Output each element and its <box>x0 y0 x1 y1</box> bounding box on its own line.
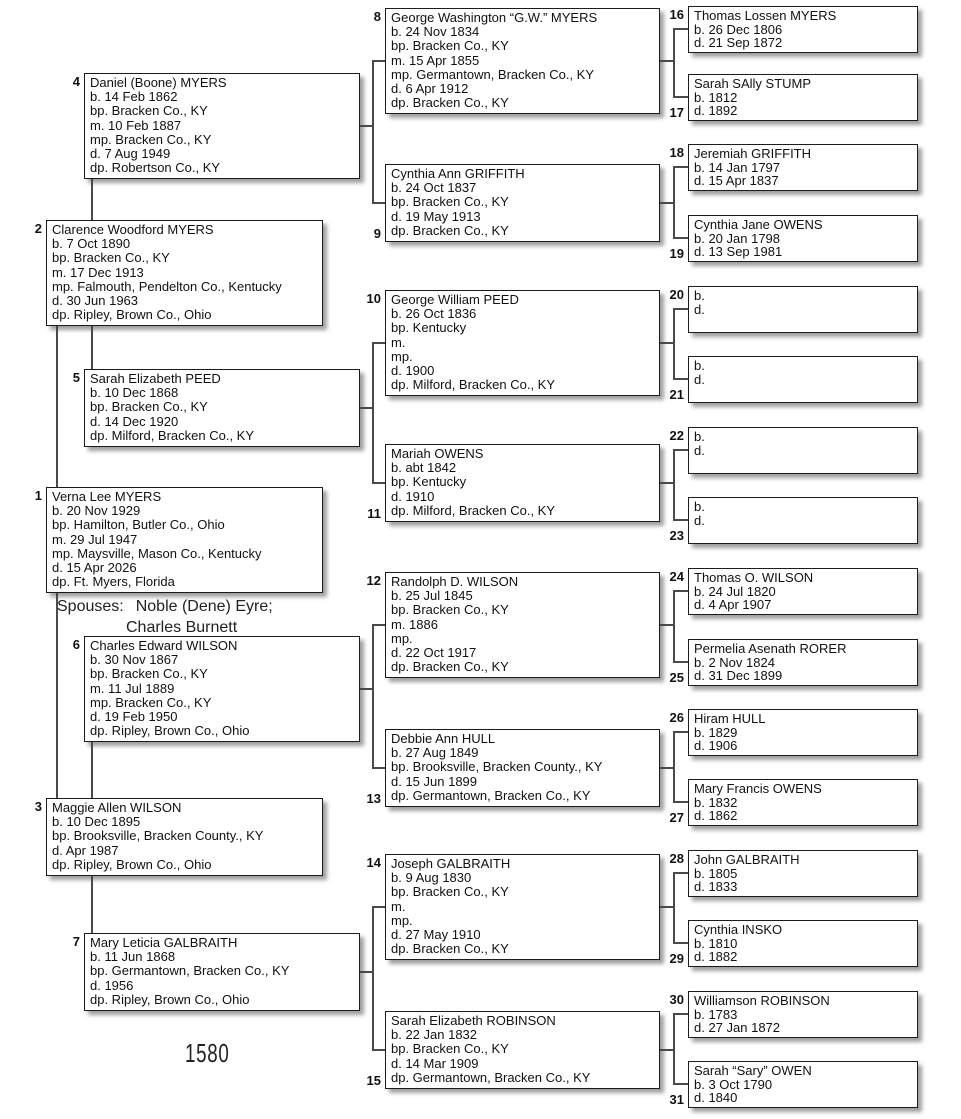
person-detail: d. 1956 <box>90 978 134 993</box>
person-detail: b. 22 Jan 1832 <box>391 1028 478 1043</box>
person-box-24 <box>688 568 918 615</box>
person-detail: dp. Milford, Bracken Co., KY <box>90 428 255 443</box>
person-name: Mariah OWENS <box>391 447 484 461</box>
spouses-label: Spouses: <box>57 598 124 615</box>
connector-line <box>674 731 688 733</box>
person-name: Sarah Elizabeth PEED <box>90 372 221 386</box>
person-box-29 <box>688 920 918 967</box>
connector-line <box>373 202 385 204</box>
person-detail: dp. Germantown, Bracken Co., KY <box>391 788 591 803</box>
person-detail: m. 1886 <box>391 617 438 632</box>
person-name: Hiram HULL <box>694 712 766 726</box>
connector-line <box>673 166 675 239</box>
connector-line <box>373 624 385 626</box>
person-detail: d. 27 Jan 1872 <box>694 1021 781 1035</box>
person-detail: m. 29 Jul 1947 <box>52 532 138 547</box>
person-detail: b. 11 Jun 1868 <box>90 950 176 965</box>
person-detail: m. 15 Apr 1855 <box>391 53 480 68</box>
person-detail: dp. Bracken Co., KY <box>391 942 509 957</box>
connector-line <box>674 872 688 874</box>
connector-line <box>674 1013 688 1015</box>
person-name: John GALBRAITH <box>694 853 800 867</box>
person-box-31 <box>688 1061 918 1108</box>
person-number-5: 5 <box>72 370 80 385</box>
person-detail: b. 26 Oct 1836 <box>391 307 477 322</box>
person-detail: dp. Robertson Co., KY <box>90 161 221 176</box>
person-detail: b. 27 Aug 1849 <box>391 746 479 761</box>
person-detail: mp. <box>391 913 413 928</box>
person-name: Clarence Woodford MYERS <box>52 223 214 237</box>
connector-line <box>660 60 673 62</box>
person-detail: d. 13 Sep 1981 <box>694 245 783 259</box>
connector-line <box>372 906 374 1051</box>
connector-line <box>674 449 688 451</box>
connector-line <box>373 60 385 62</box>
connector-line <box>660 767 673 769</box>
person-box-2 <box>46 220 323 326</box>
person-detail: mp. Falmouth, Pendelton Co., Kentucky <box>52 279 282 294</box>
person-name: Maggie Allen WILSON <box>52 801 182 815</box>
person-detail: dp. Bracken Co., KY <box>391 223 509 238</box>
person-detail: dp. Bracken Co., KY <box>391 96 509 111</box>
person-box-3 <box>46 798 323 876</box>
person-detail: mp. <box>391 349 413 364</box>
person-box-5 <box>84 369 360 447</box>
person-detail: bp. Kentucky <box>391 321 467 336</box>
connector-line <box>91 876 93 933</box>
person-detail: b. 7 Oct 1890 <box>52 237 131 252</box>
person-name: Verna Lee MYERS <box>52 490 162 504</box>
person-name: Sarah “Sary” OWEN <box>694 1064 812 1078</box>
person-number-30: 30 <box>669 992 684 1007</box>
person-detail: mp. Bracken Co., KY <box>90 132 212 147</box>
person-detail: d. Apr 1987 <box>52 843 119 858</box>
person-box-27 <box>688 779 918 826</box>
connector-line <box>674 378 688 380</box>
person-detail: b. 1805 <box>694 866 738 881</box>
connector-line <box>674 942 688 944</box>
person-detail: dp. Ft. Myers, Florida <box>52 575 175 590</box>
person-detail: dp. Ripley, Brown Co., Ohio <box>90 992 250 1007</box>
connector-line <box>56 326 58 487</box>
connector-line <box>660 342 673 344</box>
person-detail: b. 2 Nov 1824 <box>694 655 775 670</box>
person-number-13: 13 <box>366 791 381 806</box>
person-detail: d. 4 Apr 1907 <box>694 598 772 612</box>
person-detail: b. 10 Dec 1895 <box>52 815 141 830</box>
person-number-28: 28 <box>669 851 684 866</box>
chart-number: 1580 <box>185 1038 230 1068</box>
person-box-12 <box>385 572 660 678</box>
person-detail: m. <box>391 899 406 914</box>
spouse-name-2: Charles Burnett <box>126 619 238 636</box>
connector-line <box>673 1013 675 1085</box>
person-detail: dp. Ripley, Brown Co., Ohio <box>90 724 250 739</box>
person-detail: d. 14 Mar 1909 <box>391 1056 479 1071</box>
person-detail: mp. Germantown, Bracken Co., KY <box>391 67 595 82</box>
person-detail: b. <box>694 430 705 444</box>
person-number-18: 18 <box>669 145 684 160</box>
person-box-19 <box>688 215 918 262</box>
person-number-22: 22 <box>669 428 684 443</box>
person-detail: d. 1840 <box>694 1091 738 1105</box>
connector-line <box>673 308 675 380</box>
person-box-28 <box>688 850 918 897</box>
person-name: Sarah Elizabeth ROBINSON <box>391 1014 556 1028</box>
connector-line <box>673 28 675 98</box>
person-detail: b. 14 Feb 1862 <box>90 90 178 105</box>
person-name: George William PEED <box>391 293 519 307</box>
person-number-26: 26 <box>669 710 684 725</box>
person-detail: d. <box>694 372 705 387</box>
person-detail: bp. Bracken Co., KY <box>90 104 208 119</box>
person-number-4: 4 <box>72 74 80 89</box>
person-box-8 <box>385 8 660 114</box>
person-name: Mary Francis OWENS <box>694 782 822 796</box>
person-box-18 <box>688 144 918 191</box>
connector-line <box>673 449 675 521</box>
connector-line <box>674 28 688 30</box>
connector-line <box>91 326 93 369</box>
person-name: Cynthia Jane OWENS <box>694 218 823 232</box>
person-name: Sarah SAlly STUMP <box>694 77 812 91</box>
person-detail: m. 10 Feb 1887 <box>90 118 182 133</box>
person-name: Joseph GALBRAITH <box>391 857 511 871</box>
person-name: Charles Edward WILSON <box>90 639 238 653</box>
connector-line <box>674 96 688 98</box>
person-name: George Washington “G.W.” MYERS <box>391 11 598 25</box>
person-box-16 <box>688 6 918 53</box>
connector-line <box>660 1049 673 1051</box>
person-detail: d. 1906 <box>694 739 738 753</box>
connector-line <box>91 179 93 220</box>
person-detail: bp. Bracken Co., KY <box>391 195 509 210</box>
person-number-3: 3 <box>34 799 42 814</box>
person-detail: b. 1832 <box>694 795 738 810</box>
person-detail: b. <box>694 500 705 514</box>
person-box-20 <box>688 286 918 333</box>
person-detail: b. 1829 <box>694 725 738 740</box>
person-detail: b. 26 Dec 1806 <box>694 22 783 37</box>
person-name: Thomas O. WILSON <box>694 571 814 585</box>
person-detail: bp. Germantown, Bracken Co., KY <box>90 964 290 979</box>
person-number-27: 27 <box>669 810 684 825</box>
connector-line <box>674 308 688 310</box>
person-number-1: 1 <box>34 488 42 503</box>
person-detail: m. 11 Jul 1889 <box>90 681 175 696</box>
person-name: Permelia Asenath RORER <box>694 642 847 656</box>
person-detail: b. 25 Jul 1845 <box>391 589 473 604</box>
person-detail: b. 14 Jan 1797 <box>694 160 781 175</box>
person-box-26 <box>688 709 918 756</box>
connector-line <box>372 624 374 769</box>
person-number-15: 15 <box>366 1073 381 1088</box>
connector-line <box>373 906 385 908</box>
person-number-19: 19 <box>669 246 684 261</box>
person-detail: d. 1910 <box>391 489 435 504</box>
person-detail: d. 1892 <box>694 104 738 118</box>
person-detail: b. 9 Aug 1830 <box>391 871 472 886</box>
person-box-21 <box>688 356 918 403</box>
person-number-7: 7 <box>72 934 80 949</box>
connector-line <box>373 1049 385 1051</box>
person-name: Debbie Ann HULL <box>391 732 496 746</box>
person-number-6: 6 <box>72 637 80 652</box>
person-detail: b. 1812 <box>694 90 738 105</box>
person-box-13 <box>385 729 660 807</box>
person-box-15 <box>385 1011 660 1089</box>
person-detail: dp. Germantown, Bracken Co., KY <box>391 1070 591 1085</box>
person-detail: bp. Bracken Co., KY <box>391 885 509 900</box>
person-detail: dp. Milford, Bracken Co., KY <box>391 503 556 518</box>
person-detail: d. 15 Jun 1899 <box>391 774 478 789</box>
person-box-6 <box>84 636 360 742</box>
person-detail: b. <box>694 359 705 373</box>
person-detail: d. 19 Feb 1950 <box>90 710 178 725</box>
spouses-note <box>57 596 273 638</box>
person-detail: bp. Brooksville, Bracken County., KY <box>391 760 603 775</box>
person-box-17 <box>688 74 918 121</box>
connector-line <box>674 801 688 803</box>
connector-line <box>673 872 675 944</box>
person-detail: b. 24 Nov 1834 <box>391 25 480 40</box>
connector-line <box>674 590 688 592</box>
person-number-20: 20 <box>669 287 684 302</box>
person-detail: bp. Bracken Co., KY <box>90 667 208 682</box>
person-detail: bp. Bracken Co., KY <box>391 39 509 54</box>
person-number-23: 23 <box>669 528 684 543</box>
person-detail: dp. Ripley, Brown Co., Ohio <box>52 857 212 872</box>
person-detail: b. 10 Dec 1868 <box>90 386 179 401</box>
spouses-line-1 <box>57 596 273 617</box>
person-detail: mp. Bracken Co., KY <box>90 695 212 710</box>
connector-line <box>56 593 58 798</box>
person-number-14: 14 <box>366 855 381 870</box>
person-detail: b. 24 Jul 1820 <box>694 584 776 599</box>
person-detail: mp. Maysville, Mason Co., Kentucky <box>52 546 262 561</box>
person-detail: d. <box>694 302 705 317</box>
person-box-7 <box>84 933 360 1011</box>
connector-line <box>674 1083 688 1085</box>
person-detail: bp. Brooksville, Bracken County., KY <box>52 829 264 844</box>
person-detail: d. 6 Apr 1912 <box>391 82 469 97</box>
person-detail: d. 27 May 1910 <box>391 928 481 943</box>
person-name: Randolph D. WILSON <box>391 575 519 589</box>
connector-line <box>674 237 688 239</box>
person-number-9: 9 <box>373 226 381 241</box>
connector-line <box>674 166 688 168</box>
person-detail: bp. Bracken Co., KY <box>52 251 170 266</box>
person-number-31: 31 <box>669 1092 684 1107</box>
person-detail: bp. Kentucky <box>391 475 467 490</box>
person-name: Cynthia INSKO <box>694 923 783 937</box>
person-detail: d. 31 Dec 1899 <box>694 669 783 683</box>
person-box-1 <box>46 487 323 593</box>
person-detail: b. 1810 <box>694 936 738 951</box>
person-box-9 <box>385 164 660 242</box>
person-number-25: 25 <box>669 670 684 685</box>
person-number-17: 17 <box>669 105 684 120</box>
person-number-10: 10 <box>366 291 381 306</box>
person-box-30 <box>688 991 918 1038</box>
person-detail: b. 1783 <box>694 1007 738 1022</box>
person-box-4 <box>84 73 360 179</box>
person-detail: d. 19 May 1913 <box>391 209 481 224</box>
person-detail: mp. <box>391 631 413 646</box>
person-detail: bp. Bracken Co., KY <box>391 603 509 618</box>
connector-line <box>673 590 675 663</box>
person-box-22 <box>688 427 918 474</box>
person-number-21: 21 <box>669 387 684 402</box>
connector-line <box>372 60 374 204</box>
person-detail: dp. Ripley, Brown Co., Ohio <box>52 308 212 323</box>
person-number-11: 11 <box>367 506 381 521</box>
connector-line <box>673 731 675 803</box>
connector-line <box>660 906 673 908</box>
person-box-14 <box>385 854 660 960</box>
person-detail: d. 1862 <box>694 809 738 823</box>
connector-line <box>660 482 673 484</box>
connector-line <box>674 519 688 521</box>
person-detail: b. <box>694 289 705 303</box>
person-detail: d. 15 Apr 2026 <box>52 561 137 576</box>
person-detail: dp. Bracken Co., KY <box>391 660 509 675</box>
person-detail: d. 15 Apr 1837 <box>694 174 779 188</box>
spouse-name-1: Noble (Dene) Eyre; <box>135 598 273 615</box>
person-number-24: 24 <box>669 569 684 584</box>
person-detail: d. 7 Aug 1949 <box>90 147 171 162</box>
connector-line <box>660 202 673 204</box>
person-detail: m. <box>391 335 406 350</box>
person-number-29: 29 <box>669 951 684 966</box>
person-detail: d. 22 Oct 1917 <box>391 646 477 661</box>
person-number-8: 8 <box>373 9 381 24</box>
person-box-10 <box>385 290 660 396</box>
person-number-2: 2 <box>34 221 42 236</box>
person-name: Cynthia Ann GRIFFITH <box>391 167 525 181</box>
person-detail: b. 30 Nov 1867 <box>90 653 179 668</box>
connector-line <box>373 342 385 344</box>
connector-line <box>660 624 673 626</box>
person-detail: d. 21 Sep 1872 <box>694 36 783 50</box>
connector-line <box>373 482 385 484</box>
connector-line <box>91 742 93 798</box>
person-detail: bp. Bracken Co., KY <box>90 400 208 415</box>
person-detail: dp. Milford, Bracken Co., KY <box>391 378 556 393</box>
person-name: Williamson ROBINSON <box>694 994 830 1008</box>
person-detail: d. 1882 <box>694 950 738 964</box>
person-box-25 <box>688 639 918 686</box>
person-box-11 <box>385 444 660 522</box>
person-detail: b. 20 Jan 1798 <box>694 231 781 246</box>
person-name: Thomas Lossen MYERS <box>694 9 837 23</box>
person-detail: d. 1833 <box>694 880 738 894</box>
person-detail: m. 17 Dec 1913 <box>52 265 144 280</box>
person-name: Mary Leticia GALBRAITH <box>90 936 238 950</box>
person-name: Jeremiah GRIFFITH <box>694 147 812 161</box>
person-detail: b. abt 1842 <box>391 461 457 476</box>
person-box-23 <box>688 497 918 544</box>
person-detail: d. 1900 <box>391 364 435 379</box>
person-detail: b. 20 Nov 1929 <box>52 504 141 519</box>
person-detail: b. 3 Oct 1790 <box>694 1077 773 1092</box>
connector-line <box>372 342 374 484</box>
person-detail: d. 14 Dec 1920 <box>90 414 179 429</box>
person-number-12: 12 <box>366 573 381 588</box>
connector-line <box>373 767 385 769</box>
person-detail: bp. Hamilton, Butler Co., Ohio <box>52 518 225 533</box>
person-detail: d. 30 Jun 1963 <box>52 294 139 309</box>
person-detail: d. <box>694 443 705 458</box>
connector-line <box>674 661 688 663</box>
person-detail: bp. Bracken Co., KY <box>391 1042 509 1057</box>
person-number-16: 16 <box>669 7 684 22</box>
person-name: Daniel (Boone) MYERS <box>90 76 227 90</box>
person-detail: b. 24 Oct 1837 <box>391 181 477 196</box>
person-detail: d. <box>694 513 705 528</box>
